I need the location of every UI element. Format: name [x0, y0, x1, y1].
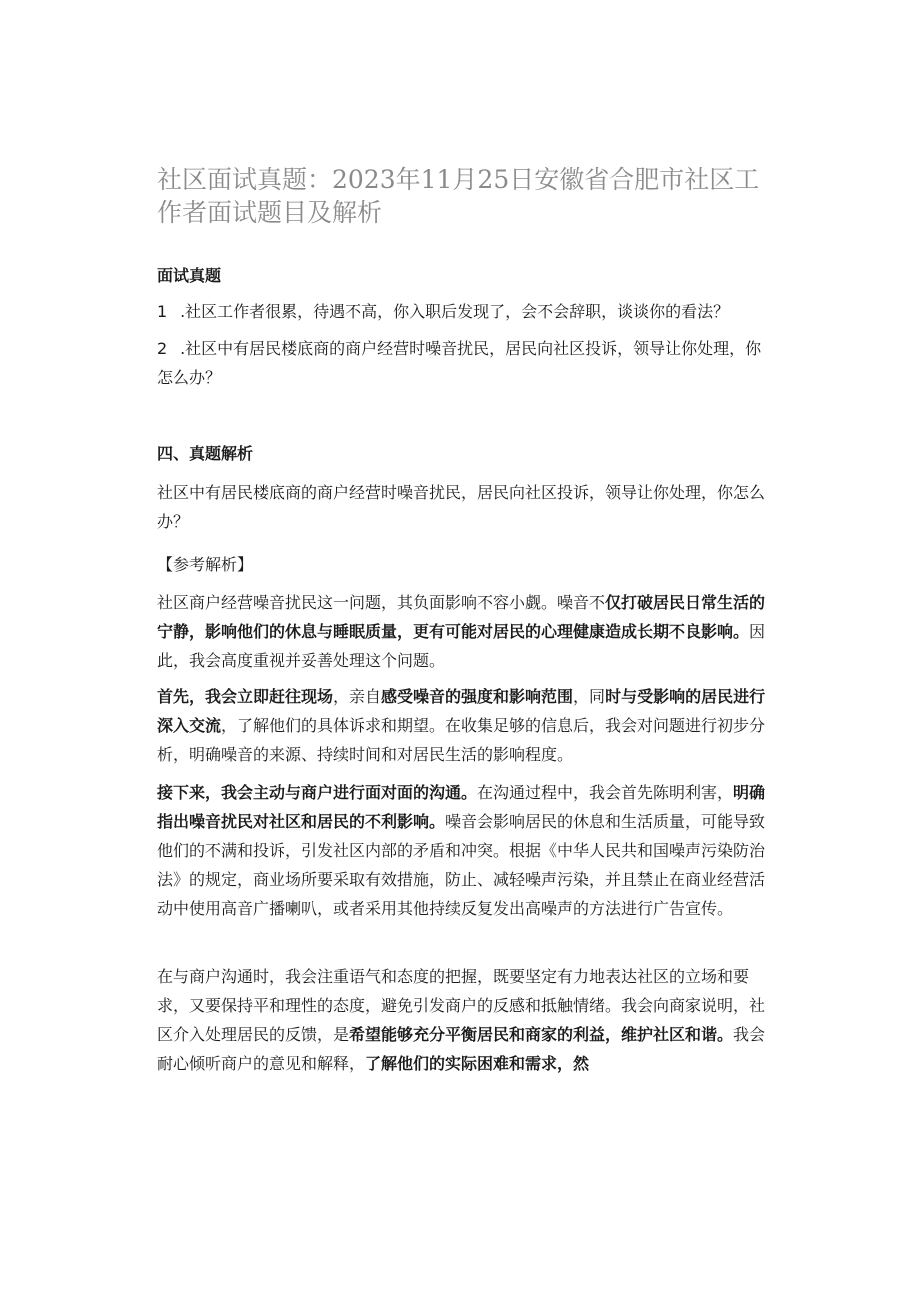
bold-run: 首先，我会立即赶往现场: [157, 687, 334, 706]
bold-run: 了解他们的实际困难和需求，然: [365, 1054, 590, 1073]
question-number: 2: [157, 339, 168, 358]
bold-run: 明确指出噪音扰民对社区和居民的不利影响。: [157, 783, 766, 831]
text-run: 因此，我会高度重视并妥善处理这个问题。: [157, 622, 766, 670]
analysis-heading: 四、真题解析: [157, 444, 254, 463]
paragraph-communication: [157, 778, 769, 923]
bold-run: 仅打破居民日常生活的宁静，影响他们的休息与睡眠质量，更有可能对居民的心理健康造成长期不良影响。: [157, 593, 766, 641]
reference-label: 【参考解析】: [157, 555, 254, 574]
question-item: [157, 297, 769, 326]
question-text: .社区中有居民楼底商的商户经营时噪音扰民，居民向社区投诉，领导让你处理，你怎么办？: [157, 339, 762, 387]
text-run: 社区商户经营噪音扰民这一问题，其负面影响不容小觑。噪音不: [157, 593, 606, 612]
bold-run: 希望能够充分平衡居民和商家的利益，维护社区和谐。: [349, 1025, 734, 1044]
bold-run: 时与受影响的居民进行深入交流: [157, 687, 766, 735]
document-title: 社区面试真题：2023年11月25日安徽省合肥市社区工作者面试题目及解析: [157, 165, 760, 227]
text-run: 在沟通过程中，我会首先陈明利害，: [477, 783, 734, 802]
question-item: [157, 334, 769, 392]
paragraph-attitude: [157, 962, 769, 1078]
text-run: 噪音会影响居民的休息和生活质量，可能导致他们的不满和投诉，引发社区内部的矛盾和冲突。根据《中华人民共和国噪声污染防治法》的规定，商业场所要采取有效措施，防止、减轻噪声污染，并且禁止在商业经营活动中使用高音广播喇叭，或者采用其他持续反复发出高噪声的方法进行广告宣传。: [157, 812, 766, 918]
question-list: [157, 297, 769, 392]
question-number: 1: [157, 302, 168, 321]
paragraph-impact: [157, 588, 769, 675]
paragraph-first-step: [157, 682, 769, 769]
bold-run: 接下来，我会主动与商户进行面对面的沟通。: [157, 783, 478, 802]
text-run: 我会耐心倾听商户的意见和解释，: [157, 1025, 766, 1073]
text-run: 在与商户沟通时，我会注重语气和态度的把握，既要坚定有力地表达社区的立场和要求，又要保持平和理性的态度，避免引发商户的反感和抵触情绪。我会向商家说明，社区介入处理居民的反馈，是: [157, 967, 766, 1044]
question-text: .社区工作者很累，待遇不高，你入职后发现了，会不会辞职，谈谈你的看法？: [175, 302, 730, 321]
analysis-question: 社区中有居民楼底商的商户经营时噪音扰民，居民向社区投诉，领导让你处理，你怎么办？: [157, 483, 766, 531]
text-run: ，亲自: [333, 687, 382, 706]
interview-questions-heading: 面试真题: [157, 266, 222, 285]
text-run: ，了解他们的具体诉求和期望。在收集足够的信息后，我会对问题进行初步分析，明确噪音的来源、持续时间和对居民生活的影响程度。: [157, 716, 766, 764]
bold-run: 感受噪音的强度和影响范围: [381, 687, 574, 706]
text-run: ，同: [573, 687, 606, 706]
